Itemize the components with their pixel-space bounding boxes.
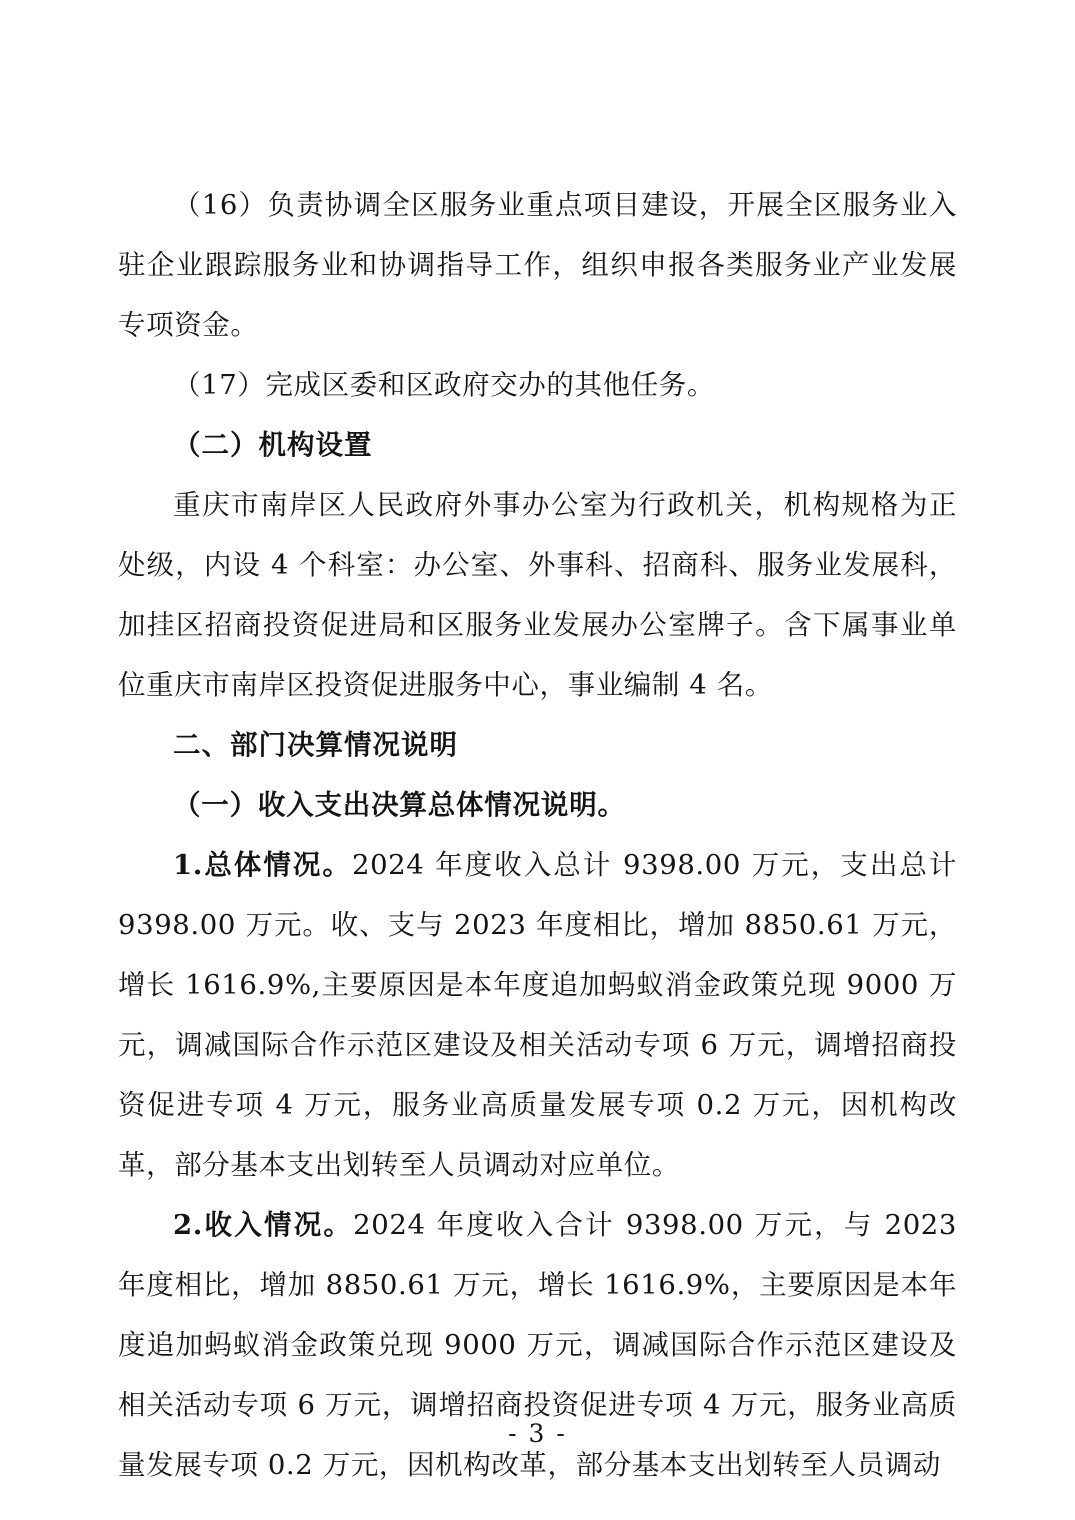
paragraph-item-16: （16）负责协调全区服务业重点项目建设，开展全区服务业入驻企业跟踪服务业和协调指导工作，组织申报各类服务业产业发展专项资金。: [118, 189, 957, 341]
paragraph-item-17: （17）完成区委和区政府交办的其他任务。: [173, 369, 715, 401]
label-overall-situation: 1.总体情况。: [173, 849, 352, 881]
paragraph-organization-description: 重庆市南岸区人民政府外事办公室为行政机关，机构规格为正处级，内设 4 个科室：办公室、外事科、招商科、服务业发展科，加挂区招商投资促进局和区服务业发展办公室牌子。含下属事业单位重庆市南岸区投资促进服务中心，事业编制 4 名。: [118, 489, 957, 701]
text-income-situation: 2024 年度收入合计 9398.00 万元，与 2023 年度相比，增加 8850.61 万元，增长 1616.9%，主要原因是本年度追加蚂蚁消金政策兑现 9000 万元，调减国际合作示范区建设及相关活动专项 6 万元，调增招商投资促进专项 4 万元，服务业高质量发展专项 0.2 万元，因机构改革，部分基本支出划转至人员调动: [118, 1209, 957, 1481]
heading-income-expenditure-overview: （一）收入支出决算总体情况说明。: [173, 789, 626, 821]
heading-organization-setup: （二）机构设置: [173, 429, 373, 461]
label-income-situation: 2.收入情况。: [173, 1209, 354, 1241]
paragraph-overall-situation: [118, 835, 957, 1195]
text-overall-situation: 2024 年度收入总计 9398.00 万元，支出总计 9398.00 万元。收、支与 2023 年度相比，增加 8850.61 万元，增长 1616.9%,主要原因是本年度追加蚂蚁消金政策兑现 9000 万元，调减国际合作示范区建设及相关活动专项 6 万元，调增招商投资促进专项 4 万元，服务业高质量发展专项 0.2 万元，因机构改革，部分基本支出划转至人员调动对应单位。: [118, 849, 957, 1181]
paragraph-income-situation: [118, 1195, 957, 1495]
page-number: - 3 -: [508, 1419, 567, 1448]
document-body: [118, 175, 957, 1495]
heading-department-final-accounts: 二、部门决算情况说明: [173, 729, 458, 761]
